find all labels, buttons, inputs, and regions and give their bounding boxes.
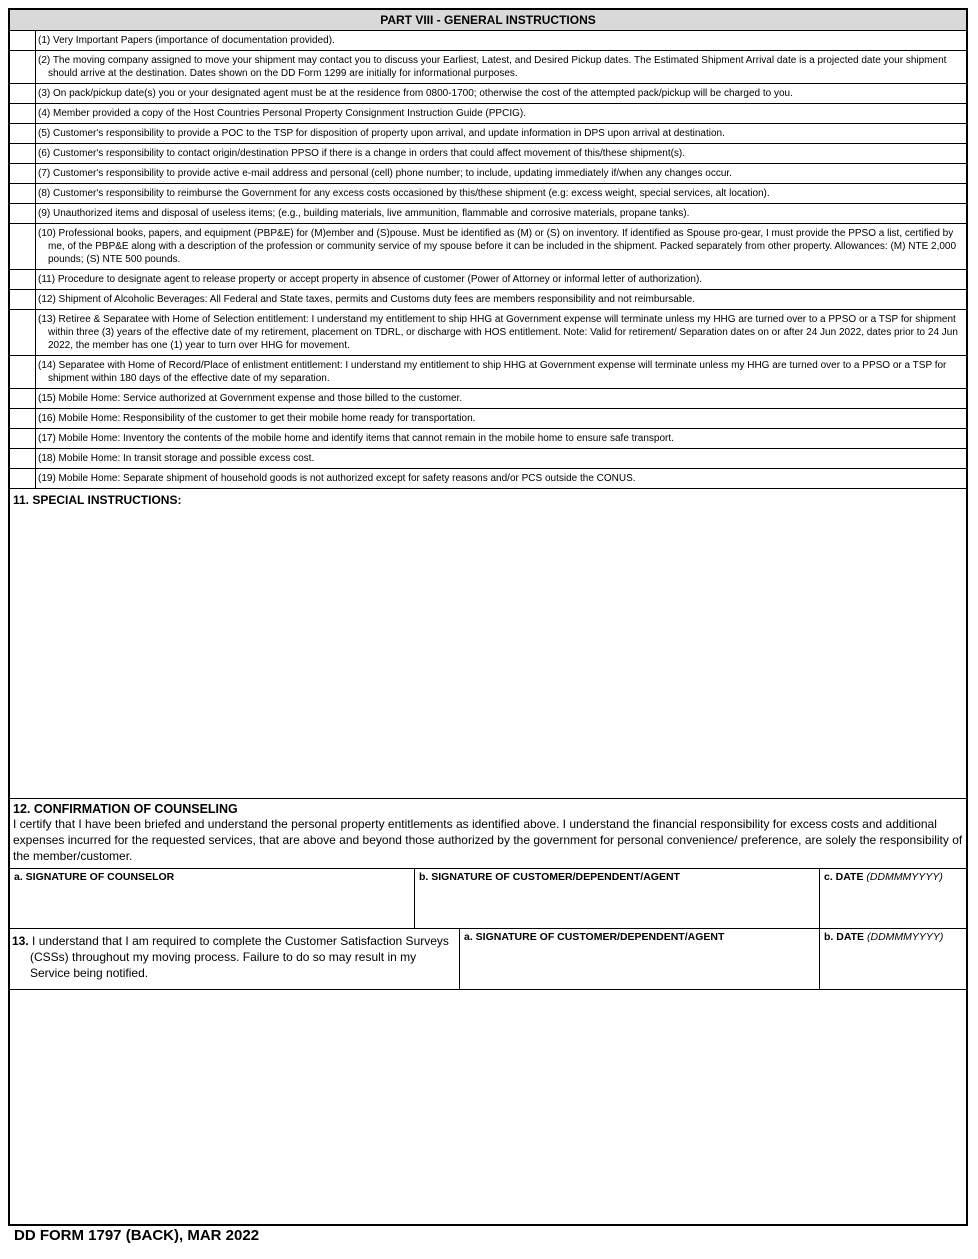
instruction-row bbox=[10, 290, 966, 310]
instruction-text: (3) On pack/pickup date(s) you or your designated agent must be at the residence from 0800-1700; otherwise the cost of the attempted pack/pickup will be charged to you. bbox=[36, 84, 967, 104]
instruction-row bbox=[10, 164, 966, 184]
instruction-initial-box[interactable] bbox=[10, 104, 36, 124]
instruction-text: (18) Mobile Home: In transit storage and possible excess cost. bbox=[36, 449, 967, 469]
instruction-text: (12) Shipment of Alcoholic Beverages: All Federal and State taxes, permits and Customs duty fees are members responsibility and not reimbursable. bbox=[36, 290, 967, 310]
section13-number: 13. bbox=[12, 934, 29, 948]
instruction-initial-box[interactable] bbox=[10, 164, 36, 184]
form-footer: DD FORM 1797 (BACK), MAR 2022 bbox=[14, 1227, 260, 1244]
instruction-row bbox=[10, 51, 966, 84]
instruction-initial-box[interactable] bbox=[10, 389, 36, 409]
instruction-text: (10) Professional books, papers, and equipment (PBP&E) for (M)ember and (S)pouse. Must be identified as (M) or (S) on inventory. If identified as Spouse pro-gear, I must provide the PPSO a list, certified by me, of the PBP&E along with a description of the profession or community service of my spouse before it can be included in the shipment. Packed separately from other property. Allowances: (M) NTE 2,000 pounds; (S) NTE 500 pounds. bbox=[36, 224, 967, 270]
instruction-row bbox=[10, 104, 966, 124]
instruction-text: (9) Unauthorized items and disposal of useless items; (e.g., building materials, live ammunition, flammable and corrosive materials, propane tanks). bbox=[36, 204, 967, 224]
instruction-row bbox=[10, 144, 966, 164]
instruction-text: (2) The moving company assigned to move your shipment may contact you to discuss your Earliest, Latest, and Desired Pickup dates. The Estimated Shipment Arrival date is a projected date your shipment should arrive at the destination. Dates shown on the DD Form 1299 are initially for informational purposes. bbox=[36, 51, 967, 84]
instruction-text: (17) Mobile Home: Inventory the contents of the mobile home and identify items that cannot remain in the mobile home to ensure safe transport. bbox=[36, 429, 967, 449]
counseling-date-field[interactable] bbox=[820, 869, 966, 928]
confirmation-text: I certify that I have been briefed and understand the personal property entitlements as identified above. I understand the financial responsibility for excess costs and additional expenses incurred for the requested services, that are above and beyond those authorized by the government for personal convenience/ preference, are solely the responsibility of the member/customer. bbox=[13, 817, 963, 863]
instruction-text: (8) Customer's responsibility to reimburse the Government for any excess costs occasioned by this/these shipment (e.g: excess weight, special services, alt location). bbox=[36, 184, 967, 204]
instruction-row bbox=[10, 124, 966, 144]
instruction-initial-box[interactable] bbox=[10, 449, 36, 469]
confirmation-label: 12. CONFIRMATION OF COUNSELING bbox=[13, 802, 238, 816]
instruction-text: (11) Procedure to designate agent to release property or accept property in absence of customer (Power of Attorney or informal letter of authorization). bbox=[36, 270, 967, 290]
instruction-row bbox=[10, 204, 966, 224]
instruction-row bbox=[10, 310, 966, 356]
instruction-row bbox=[10, 356, 966, 389]
special-instructions-label: 11. SPECIAL INSTRUCTIONS: bbox=[13, 493, 182, 507]
instruction-initial-box[interactable] bbox=[10, 224, 36, 270]
css-customer-signature-label: a. SIGNATURE OF CUSTOMER/DEPENDENT/AGENT bbox=[464, 931, 725, 943]
counseling-signature-row bbox=[10, 869, 966, 929]
instruction-initial-box[interactable] bbox=[10, 144, 36, 164]
confirmation-of-counseling-section bbox=[10, 799, 966, 869]
css-date-label: b. DATE bbox=[824, 931, 865, 943]
instruction-initial-box[interactable] bbox=[10, 84, 36, 104]
instruction-initial-box[interactable] bbox=[10, 204, 36, 224]
instruction-row bbox=[10, 224, 966, 270]
special-instructions-section bbox=[10, 489, 966, 799]
css-date-field[interactable] bbox=[820, 929, 966, 989]
instruction-initial-box[interactable] bbox=[10, 409, 36, 429]
css-date-format: (DDMMMYYYY) bbox=[866, 931, 944, 943]
instruction-text: (1) Very Important Papers (importance of documentation provided). bbox=[36, 31, 967, 51]
instruction-text: (14) Separatee with Home of Record/Place of enlistment entitlement: I understand my entitlement to ship HHG at Government expense will terminate unless my HHG are turned over to a PPSO or a TSP for shipment within 180 days of the effective date of my separation. bbox=[36, 356, 967, 389]
counseling-date-format: (DDMMMYYYY) bbox=[866, 871, 943, 883]
instruction-text: (7) Customer's responsibility to provide active e-mail address and personal (cell) phone number; to include, updating immediately if/when any changes occur. bbox=[36, 164, 967, 184]
instruction-initial-box[interactable] bbox=[10, 270, 36, 290]
instruction-row bbox=[10, 270, 966, 290]
instruction-initial-box[interactable] bbox=[10, 184, 36, 204]
instruction-initial-box[interactable] bbox=[10, 31, 36, 51]
instruction-text: (13) Retiree & Separatee with Home of Selection entitlement: I understand my entitlement to ship HHG at Government expense will terminate unless my HHG are turned over to a PPSO or a TSP for shipment within three (3) years of the effective date of my retirement, placement on TDRL, or discharge with HOS entitlement. Note: Valid for retirement/ Separation dates on or after 24 Jun 2022, dates prior to 24 Jun 2022, the member has one (1) year to turn over HHG for movement. bbox=[36, 310, 967, 356]
part-viii-header: PART VIII - GENERAL INSTRUCTIONS bbox=[10, 10, 966, 31]
instruction-initial-box[interactable] bbox=[10, 310, 36, 356]
instruction-initial-box[interactable] bbox=[10, 429, 36, 449]
instruction-text: (5) Customer's responsibility to provide a POC to the TSP for disposition of property upon arrival, and update information in DPS upon arrival at destination. bbox=[36, 124, 967, 144]
instruction-text: (19) Mobile Home: Separate shipment of household goods is not authorized except for safety reasons and/or PCS outside the CONUS. bbox=[36, 469, 967, 489]
customer-signature-label: b. SIGNATURE OF CUSTOMER/DEPENDENT/AGENT bbox=[419, 871, 680, 883]
instruction-text: (4) Member provided a copy of the Host Countries Personal Property Consignment Instruction Guide (PPCIG). bbox=[36, 104, 967, 124]
instruction-text: (15) Mobile Home: Service authorized at Government expense and those billed to the customer. bbox=[36, 389, 967, 409]
instruction-row bbox=[10, 84, 966, 104]
customer-satisfaction-section bbox=[10, 929, 966, 990]
instruction-row bbox=[10, 469, 966, 489]
instruction-text: (16) Mobile Home: Responsibility of the customer to get their mobile home ready for transportation. bbox=[36, 409, 967, 429]
customer-signature-field[interactable] bbox=[415, 869, 820, 928]
instruction-text: (6) Customer's responsibility to contact origin/destination PPSO if there is a change in orders that could affect movement of this/these shipment(s). bbox=[36, 144, 967, 164]
css-customer-signature-field[interactable] bbox=[460, 929, 820, 989]
form-page bbox=[8, 8, 968, 1226]
instruction-row bbox=[10, 429, 966, 449]
counseling-date-label: c. DATE bbox=[824, 871, 864, 883]
instruction-initial-box[interactable] bbox=[10, 469, 36, 489]
instruction-initial-box[interactable] bbox=[10, 356, 36, 389]
instruction-row bbox=[10, 449, 966, 469]
instruction-row bbox=[10, 31, 966, 51]
instruction-initial-box[interactable] bbox=[10, 51, 36, 84]
general-instructions-table bbox=[10, 31, 966, 489]
instruction-row bbox=[10, 389, 966, 409]
counselor-signature-label: a. SIGNATURE OF COUNSELOR bbox=[14, 871, 175, 883]
css-statement bbox=[10, 929, 460, 989]
counselor-signature-field[interactable] bbox=[10, 869, 415, 928]
instruction-row bbox=[10, 184, 966, 204]
instruction-row bbox=[10, 409, 966, 429]
instruction-initial-box[interactable] bbox=[10, 124, 36, 144]
instruction-initial-box[interactable] bbox=[10, 290, 36, 310]
section13-text: I understand that I am required to complete the Customer Satisfaction Surveys (CSSs) throughout my moving process. Failure to do so may result in my Service being notified. bbox=[30, 934, 449, 980]
